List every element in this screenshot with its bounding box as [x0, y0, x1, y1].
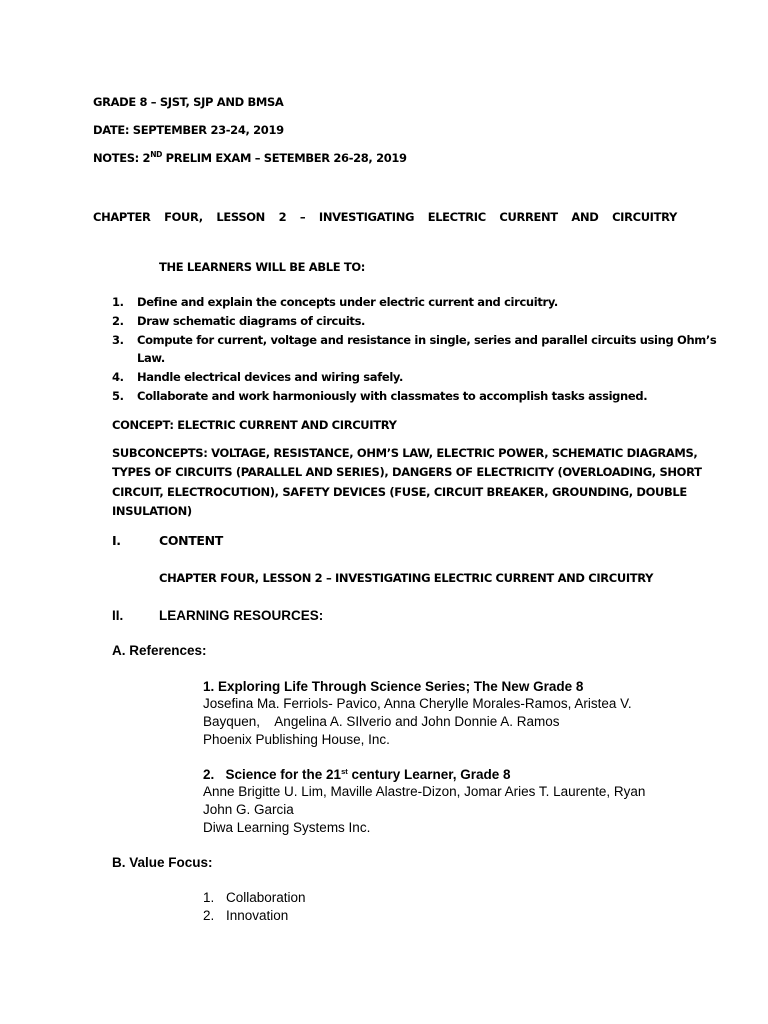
date-line: DATE: SEPTEMBER 23-24, 2019 — [93, 123, 284, 137]
list-item: Innovation — [226, 908, 289, 923]
value-focus-heading: B. Value Focus: — [112, 855, 213, 870]
section-number: I. — [112, 533, 121, 548]
lesson-title: CHAPTER FOUR, LESSON 2 – INVESTIGATING ELECTRIC CURRENT AND CIRCUITRY — [93, 210, 677, 224]
reference-title: 2. Science for the 21st century Learner, Grade 8 — [203, 767, 511, 782]
list-item-number: 3. — [112, 333, 124, 347]
subconcepts-line: TYPES OF CIRCUITS (PARALLEL AND SERIES), DANGERS OF ELECTRICITY (OVERLOADING, SHORT — [112, 465, 702, 479]
section-title: LEARNING RESOURCES: — [159, 608, 324, 623]
reference-line: Phoenix Publishing House, Inc. — [203, 732, 390, 747]
reference-line: John G. Garcia — [203, 802, 294, 817]
subconcepts-line: CIRCUIT, ELECTROCUTION), SAFETY DEVICES (FUSE, CIRCUIT BREAKER, GROUNDING, DOUBLE — [112, 485, 687, 499]
list-item: Collaborate and work harmoniously with classmates to accomplish tasks assigned. — [137, 389, 648, 403]
notes-line: NOTES: 2ND PRELIM EXAM – SETEMBER 26-28, 2019 — [93, 150, 407, 165]
learners-heading: THE LEARNERS WILL BE ABLE TO: — [159, 260, 366, 274]
reference-line: Bayquen, Angelina A. SIlverio and John Donnie A. Ramos — [203, 714, 560, 729]
reference-line: Anne Brigitte U. Lim, Maville Alastre-Dizon, Jomar Aries T. Laurente, Ryan — [203, 784, 646, 799]
list-item-number: 1. — [203, 890, 215, 905]
list-item: Draw schematic diagrams of circuits. — [137, 314, 366, 328]
subconcepts-line: INSULATION) — [112, 504, 192, 518]
list-item-number: 1. — [112, 295, 124, 309]
list-item: Compute for current, voltage and resistance in single, series and parallel circuits using Ohm’s — [137, 333, 717, 347]
list-item-number: 2. — [112, 314, 124, 328]
subconcepts-line: SUBCONCEPTS: VOLTAGE, RESISTANCE, OHM’S LAW, ELECTRIC POWER, SCHEMATIC DIAGRAMS, — [112, 446, 698, 460]
list-item-number: 4. — [112, 370, 124, 384]
reference-title: 1. Exploring Life Through Science Series; The New Grade 8 — [203, 679, 584, 694]
grade-line: GRADE 8 – SJST, SJP AND BMSA — [93, 95, 284, 109]
reference-line: Josefina Ma. Ferriols- Pavico, Anna Cherylle Morales-Ramos, Aristea V. — [203, 696, 632, 711]
list-item: Collaboration — [226, 890, 306, 905]
section-body: CHAPTER FOUR, LESSON 2 – INVESTIGATING ELECTRIC CURRENT AND CIRCUITRY — [159, 571, 654, 585]
section-title: CONTENT — [159, 533, 223, 548]
list-item: Handle electrical devices and wiring safely. — [137, 370, 404, 384]
list-item-number: 2. — [203, 908, 215, 923]
list-item: Define and explain the concepts under electric current and circuitry. — [137, 295, 558, 309]
concept-line: CONCEPT: ELECTRIC CURRENT AND CIRCUITRY — [112, 418, 397, 432]
section-number: II. — [112, 608, 124, 623]
list-item-continuation: Law. — [137, 351, 165, 365]
reference-line: Diwa Learning Systems Inc. — [203, 820, 371, 835]
references-heading: A. References: — [112, 643, 207, 658]
list-item-number: 5. — [112, 389, 124, 403]
